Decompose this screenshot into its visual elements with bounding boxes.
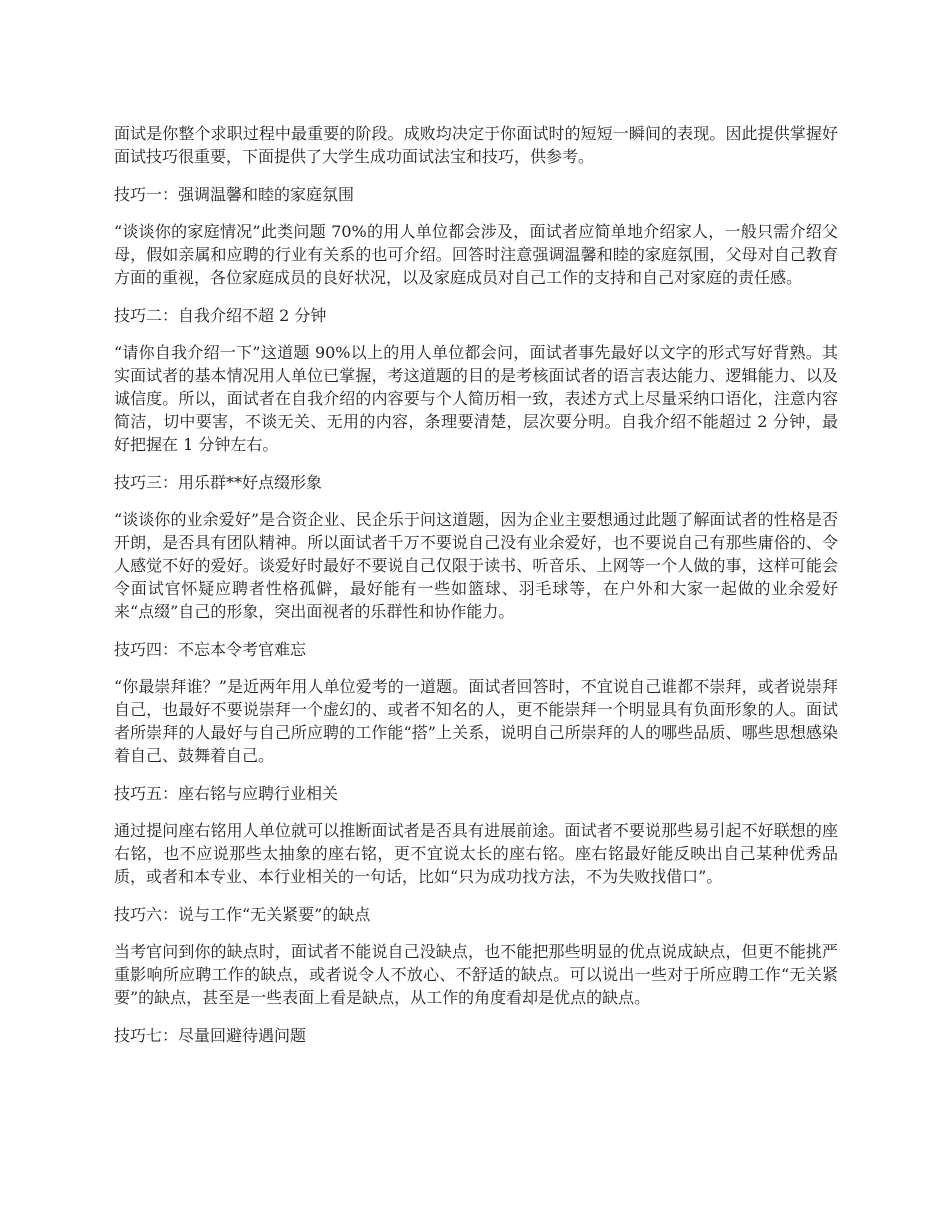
tip-2-heading: 技巧二：自我介绍不超 2 分钟 — [114, 306, 327, 325]
tip-4-body: “你最崇拜谁？”是近两年用人单位爱考的一道题。面试者回答时，不宜说自己谁都不崇拜，或者说崇拜自己，也最好不要说崇拜一个虚幻的、或者不知名的人，更不能崇拜一个明显具有负面形象的人。面试者所崇拜的人最好与自己所应聘的工作能“搭”上关系，说明自己所崇拜的人的哪些品质、哪些思想感染着自己、鼓舞着自己。 — [114, 677, 838, 765]
tip-1-heading: 技巧一：强调温馨和睦的家庭氛围 — [114, 185, 355, 204]
tip-3-body: “谈谈你的业余爱好”是合资企业、民企乐于问这道题，因为企业主要想通过此题了解面试者的性格是否开朗，是否具有团队精神。所以面试者千万不要说自己没有业余爱好，也不要说自己有那些庸俗的、令人感觉不好的爱好。谈爱好时最好不要说自己仅限于读书、听音乐、上网等一个人做的事，这样可能会令面试官怀疑应聘者性格孤僻，最好能有一些如篮球、羽毛球等，在户外和大家一起做的业余爱好来“点缀”自己的形象，突出面视者的乐群性和协作能力。 — [114, 510, 838, 621]
tip-3-heading: 技巧三：用乐群**好点缀形象 — [114, 473, 323, 492]
tip-1-body: “谈谈你的家庭情况”此类问题 70%的用人单位都会涉及，面试者应简单地介绍家人，一般只需介绍父母，假如亲属和应聘的行业有关系的也可介绍。回答时注意强调温馨和睦的家庭氛围，父母对自己教育方面的重视，各位家庭成员的良好状况，以及家庭成员对自己工作的支持和自己对家庭的责任感。 — [114, 222, 838, 287]
tip-2-body: “请你自我介绍一下”这道题 90%以上的用人单位都会问，面试者事先最好以文字的形式写好背熟。其实面试者的基本情况用人单位已掌握，考这道题的目的是考核面试者的语言表达能力、逻辑能力、以及诚信度。所以，面试者在自我介绍的内容要与个人简历相一致，表述方式上尽量采纳口语化，注意内容简洁，切中要害，不谈无关、无用的内容，条理要清楚，层次要分明。自我介绍不能超过 2 分钟，最好把握在 1 分钟左右。 — [114, 343, 838, 454]
tip-7-heading: 技巧七：尽量回避待遇问题 — [114, 1026, 307, 1045]
tip-6-heading: 技巧六：说与工作“无关紧要”的缺点 — [114, 905, 371, 924]
document-page — [114, 122, 838, 1061]
tip-5-heading: 技巧五：座右铭与应聘行业相关 — [114, 784, 339, 803]
tip-6-body: 当考官问到你的缺点时，面试者不能说自己没缺点，也不能把那些明显的优点说成缺点，但更不能挑严重影响所应聘工作的缺点，或者说令人不放心、不舒适的缺点。可以说出一些对于所应聘工作“无关紧要”的缺点，甚至是一些表面上看是缺点，从工作的角度看却是优点的缺点。 — [114, 942, 838, 1007]
intro-paragraph: 面试是你整个求职过程中最重要的阶段。成败均决定于你面试时的短短一瞬间的表现。因此提供掌握好面试技巧很重要，下面提供了大学生成功面试法宝和技巧，供参考。 — [114, 124, 838, 166]
tip-5-body: 通过提问座右铭用人单位就可以推断面试者是否具有进展前途。面试者不要说那些易引起不好联想的座右铭，也不应说那些太抽象的座右铭，更不宜说太长的座右铭。座右铭最好能反映出自己某种优秀品质，或者和本专业、本行业相关的一句话，比如“只为成功找方法，不为失败找借口”。 — [114, 821, 838, 886]
tip-4-heading: 技巧四：不忘本令考官难忘 — [114, 640, 307, 659]
